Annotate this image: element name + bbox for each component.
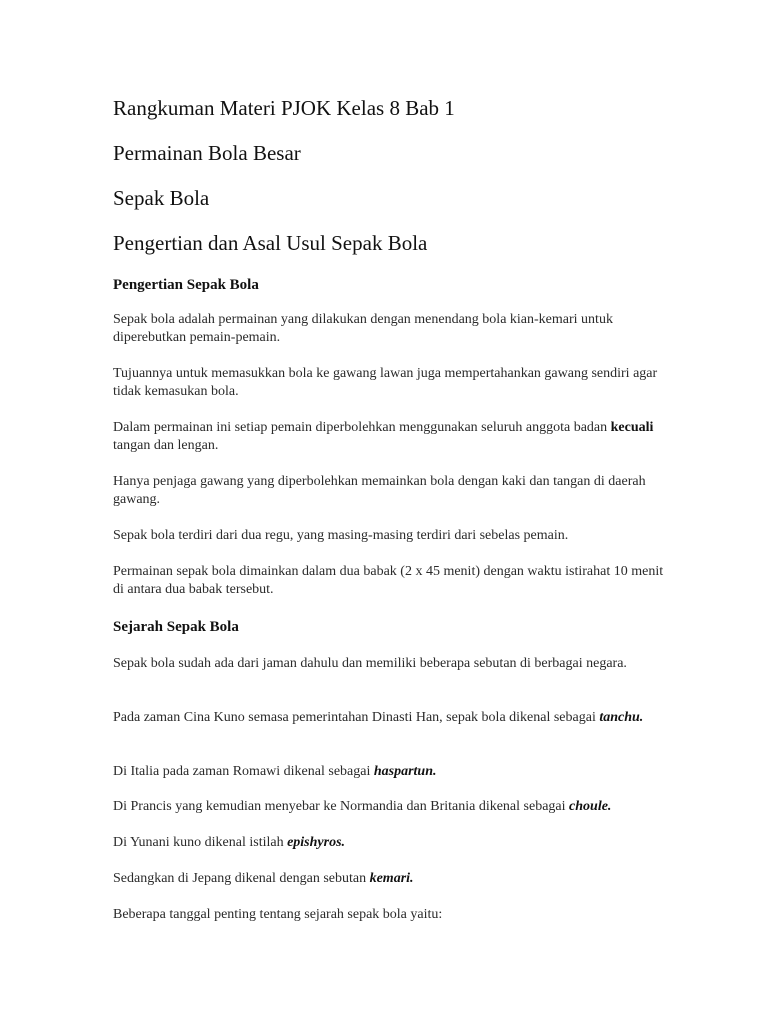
- sejarah-paragraph-2: [113, 709, 673, 727]
- paragraph-text: Di Yunani kuno dikenal istilah: [113, 835, 288, 850]
- pengertian-paragraph-6: Permainan sepak bola dimainkan dalam dua babak (2 x 45 menit) dengan waktu istirahat 10 menit di antara dua babak tersebut.: [113, 564, 664, 597]
- pengertian-paragraph-5: Sepak bola terdiri dari dua regu, yang masing-masing terdiri dari sebelas pemain.: [113, 528, 569, 543]
- sejarah-paragraph-6: [113, 870, 673, 888]
- term-haspartun: haspartun.: [373, 764, 437, 779]
- pengertian-heading: Pengertian Sepak Bola: [113, 277, 259, 293]
- paragraph-text: Di Italia pada zaman Romawi dikenal sebagai: [113, 764, 374, 779]
- paragraph-text: Di Prancis yang kemudian menyebar ke Normandia dan Britania dikenal sebagai: [113, 799, 570, 814]
- chapter-heading: Permainan Bola Besar: [113, 141, 301, 165]
- term-tanchu: tanchu.: [599, 710, 644, 725]
- pengertian-paragraph-2: Tujuannya untuk memasukkan bola ke gawang lawan juga mempertahankan gawang sendiri agar tidak kemasukan bola.: [113, 366, 658, 399]
- section-heading: Pengertian dan Asal Usul Sepak Bola: [113, 231, 428, 255]
- sejarah-paragraph-5: [113, 834, 673, 852]
- paragraph-text: tangan dan lengan.: [113, 438, 219, 453]
- pengertian-paragraph-4: Hanya penjaga gawang yang diperbolehkan memainkan bola dengan kaki dan tangan di daerah gawang.: [113, 474, 646, 507]
- sejarah-paragraph-7: Beberapa tanggal penting tentang sejarah sepak bola yaitu:: [113, 907, 443, 922]
- topic-heading: Sepak Bola: [113, 186, 210, 210]
- paragraph-text: Dalam permainan ini setiap pemain diperbolehkan menggunakan seluruh anggota badan: [113, 420, 611, 435]
- sejarah-paragraph-1: Sepak bola sudah ada dari jaman dahulu dan memiliki beberapa sebutan di berbagai negara.: [113, 656, 627, 671]
- pengertian-paragraph-3: [113, 419, 673, 455]
- sejarah-paragraph-3: [113, 763, 673, 781]
- paragraph-text: Sedangkan di Jepang dikenal dengan sebutan: [113, 871, 370, 886]
- paragraph-text: Pada zaman Cina Kuno semasa pemerintahan Dinasti Han, sepak bola dikenal sebagai: [113, 710, 600, 725]
- sejarah-paragraph-4: [113, 798, 673, 816]
- term-epishyros: epishyros.: [287, 835, 346, 850]
- pengertian-paragraph-1: Sepak bola adalah permainan yang dilakukan dengan menendang bola kian-kemari untuk diperebutkan pemain-pemain.: [113, 312, 613, 345]
- emphasis-bold: kecuali: [610, 420, 654, 435]
- term-choule: choule.: [569, 799, 612, 814]
- term-kemari: kemari.: [369, 871, 414, 886]
- document-title: Rangkuman Materi PJOK Kelas 8 Bab 1: [113, 96, 455, 120]
- sejarah-heading: Sejarah Sepak Bola: [113, 619, 239, 635]
